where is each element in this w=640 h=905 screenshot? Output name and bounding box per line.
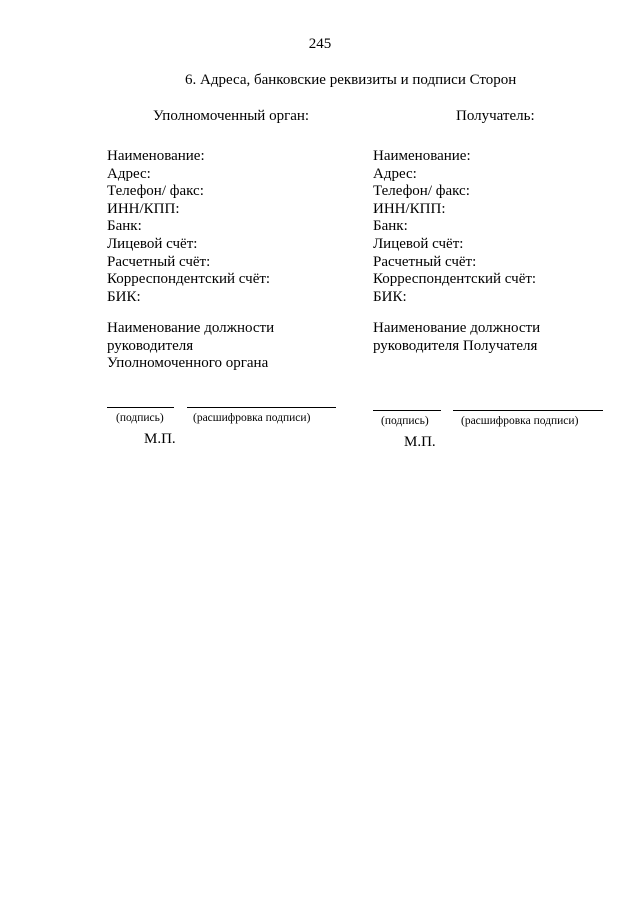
page-number: 245 [308,36,332,52]
left-field-settlement-account: Расчетный счёт: [107,253,211,270]
right-field-settlement-account: Расчетный счёт: [373,253,477,270]
left-signature-caption: (подпись) [116,412,164,424]
left-field-bank: Банк: [107,218,142,235]
right-party-fields [373,148,536,306]
right-field-personal-account: Лицевой счёт: [373,235,464,252]
right-position-block [373,320,540,355]
right-field-bik: БИК: [373,288,407,305]
right-field-address: Адрес: [373,165,417,182]
right-field-inn-kpp: ИНН/КПП: [373,200,446,217]
left-party-fields [107,148,270,306]
left-field-correspondent-account: Корреспондентский счёт: [107,271,271,288]
right-signature-caption: (подпись) [381,415,429,427]
right-position-line: Наименование должности [373,320,541,336]
left-position-block [107,320,274,373]
right-position-line: руководителя Получателя [373,337,538,354]
right-decoding-line [453,410,603,411]
right-party-header: Получатель: [456,108,535,124]
left-field-inn-kpp: ИНН/КПП: [107,200,180,217]
left-decoding-line [187,407,336,408]
left-signature-line [107,407,174,408]
left-decoding-caption: (расшифровка подписи) [193,412,311,424]
left-position-line: Наименование должности [107,320,275,336]
right-field-correspondent-account: Корреспондентский счёт: [373,271,537,288]
left-stamp-label: М.П. [144,431,176,447]
right-field-name: Наименование: [373,148,471,164]
section-title: 6. Адреса, банковские реквизиты и подписи Сторон [185,72,517,88]
left-position-line: руководителя [107,337,194,354]
right-field-bank: Банк: [373,218,408,235]
right-decoding-caption: (расшифровка подписи) [461,415,579,427]
right-signature-line [373,410,441,411]
left-field-name: Наименование: [107,148,205,164]
left-field-personal-account: Лицевой счёт: [107,235,198,252]
left-field-bik: БИК: [107,288,141,305]
left-party-header: Уполномоченный орган: [153,108,310,124]
right-field-phone: Телефон/ факс: [373,183,470,200]
left-position-line: Уполномоченного органа [107,355,269,372]
right-stamp-label: М.П. [404,434,436,450]
left-field-address: Адрес: [107,165,151,182]
left-field-phone: Телефон/ факс: [107,183,204,200]
